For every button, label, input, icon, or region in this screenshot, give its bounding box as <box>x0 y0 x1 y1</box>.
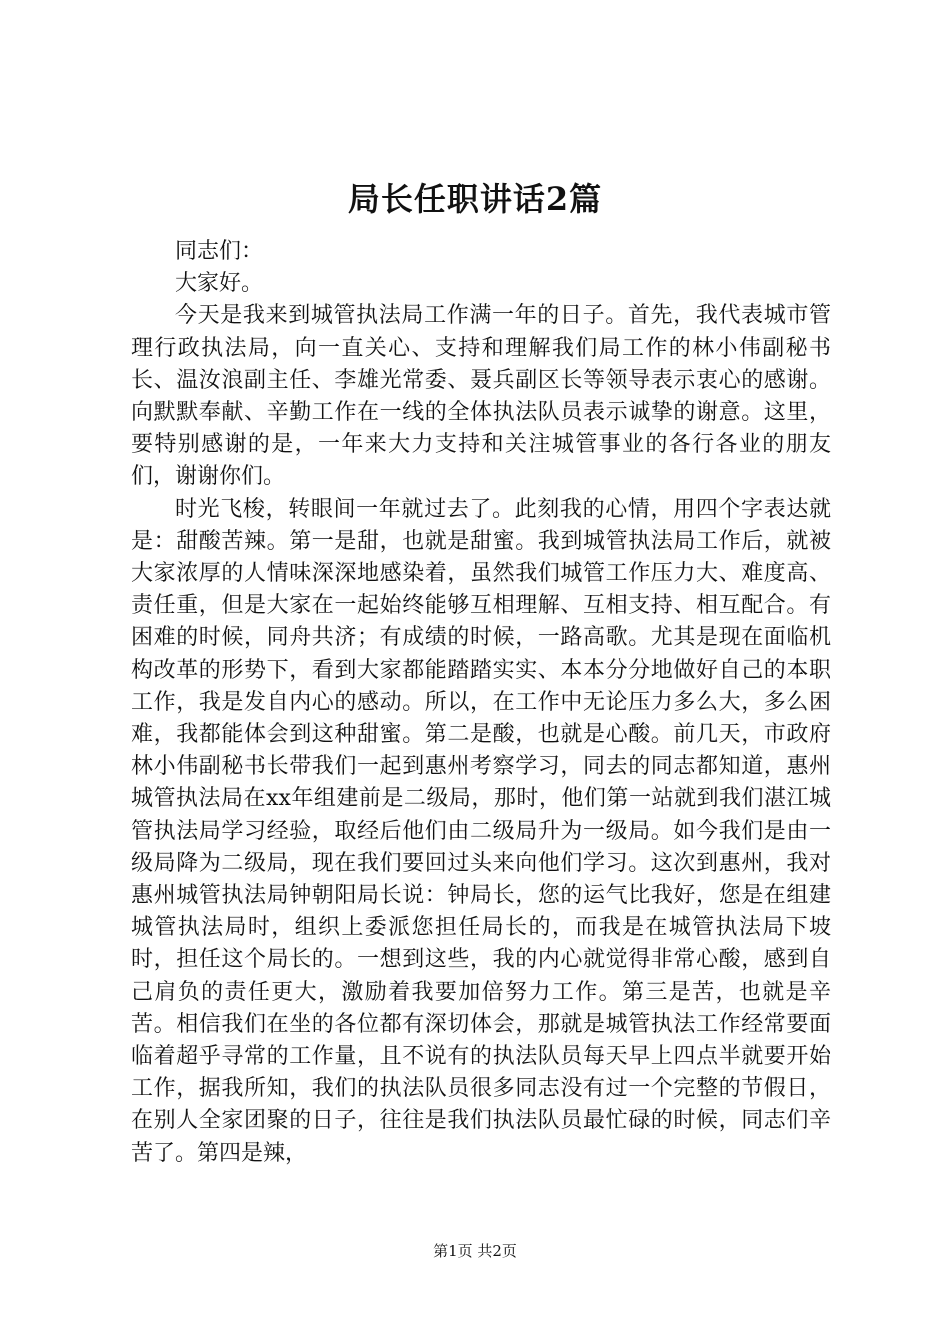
body-paragraph: 今天是我来到城管执法局工作满一年的日子。首先，我代表城市管理行政执法局，向一直关心、支持和理解我们局工作的林小伟副秘书长、温汝浪副主任、李雄光常委、聂兵副区长等领导表示衷心的感谢。向默默奉献、辛勤工作在一线的全体执法队员表示诚挚的谢意。这里，要特别感谢的是，一年来大力支持和关注城管事业的各行各业的朋友们，谢谢你们。 <box>131 303 831 490</box>
document-title: 局长任职讲话2篇 <box>347 180 603 218</box>
body-paragraph: 时光飞梭，转眼间一年就过去了。此刻我的心情，用四个字表达就是：甜酸苦辣。第一是甜，也就是甜蜜。我到城管执法局工作后，就被大家浓厚的人情味深深地感染着，虽然我们城管工作压力大、难度高、责任重，但是大家在一起始终能够互相理解、互相支持、相互配合。有困难的时候，同舟共济；有成绩的时候，一路高歌。尤其是现在面临机构改革的形势下，看到大家都能踏踏实实、本本分分地做好自己的本职工作，我是发自内心的感动。所以，在工作中无论压力多么大，多么困难，我都能体会到这种甜蜜。第二是酸，也就是心酸。前几天，市政府林小伟副秘书长带我们一起到惠州考察学习，同去的同志都知道，惠州城管执法局在xx年组建前是二级局，那时，他们第一站就到我们湛江城管执法局学习经验，取经后他们由二级局升为一级局。如今我们是由一级局降为二级局，现在我们要回过头来向他们学习。这次到惠州，我对惠州城管执法局钟朝阳局长说：钟局长，您的运气比我好，您是在组建城管执法局时，组织上委派您担任局长的，而我是在城管执法局下坡时，担任这个局长的。一想到这些，我的内心就觉得非常心酸，感到自己肩负的责任更大，激励着我要加倍努力工作。第三是苦，也就是辛苦。相信我们在坐的各位都有深切体会，那就是城管执法工作经常要面临着超乎寻常的工作量，且不说有的执法队员每天早上四点半就要开始工作，据我所知，我们的执法队员很多同志没有过一个完整的节假日，在别人全家团聚的日子，往往是我们执法队员最忙碌的时候，同志们辛苦了。第四是辣， <box>131 496 831 1166</box>
page-footer: 第1页 共2页 <box>433 1242 517 1260</box>
greeting-paragraph: 大家好。 <box>175 271 264 297</box>
document-body <box>131 236 831 1170</box>
salutation-paragraph: 同志们： <box>175 239 264 264</box>
